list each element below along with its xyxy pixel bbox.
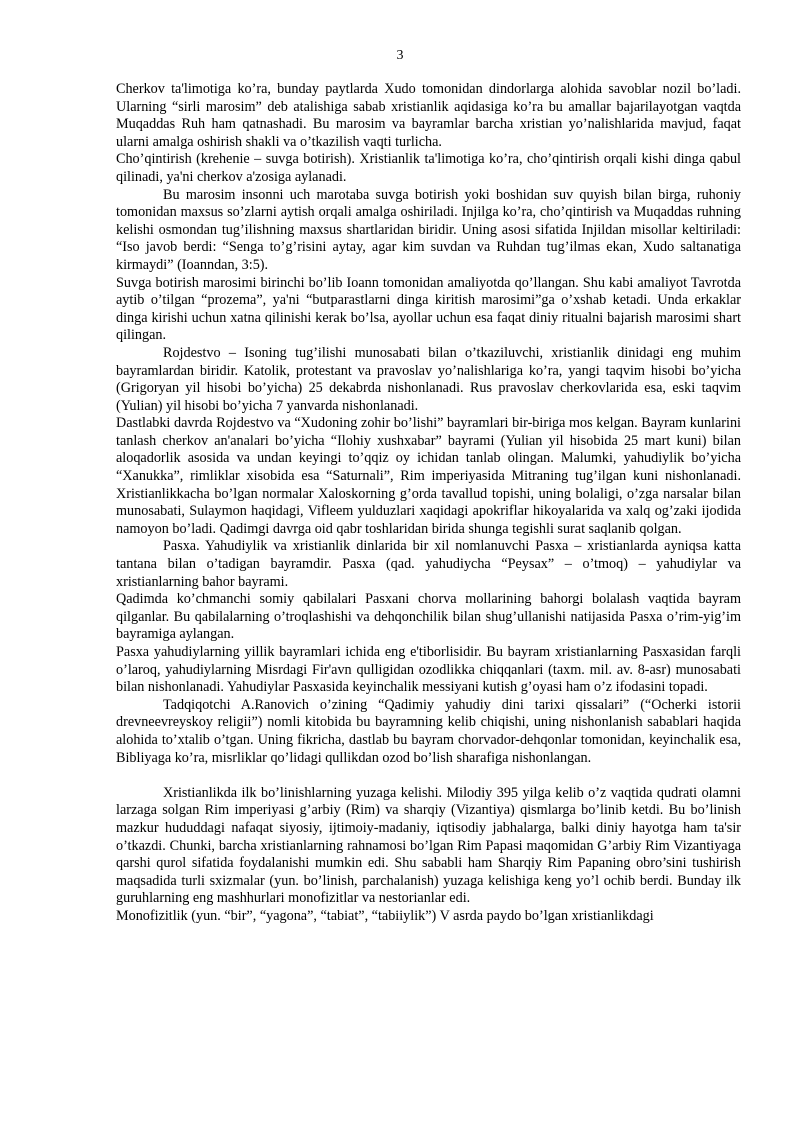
paragraph: Cho’qintirish (krehenie – suvga botirish). Xristianlik ta'limotiga ko’ra, cho’qintirish orqali kishi dinga qabul qilinadi, ya'ni cherkov a'zosiga aylanadi. bbox=[116, 151, 741, 185]
paragraph: Cherkov ta'limotiga ko’ra, bunday paytlarda Xudo tomonidan dindorlarga alohida savoblar nozil bo’ladi. Ularning “sirli marosim” deb atalishiga sabab xristianlik aqidasiga ko’ra bu amallar bajarilayotgan vaqtda Muqaddas Ruh ham qatnashadi. Bu marosim va bayramlar barcha xristian yo’nalishlarida mavjud, faqat ularni amalga oshirish shakli va o’tkazilish vaqti turlicha. bbox=[116, 81, 741, 150]
paragraph: Pasxa yahudiylarning yillik bayramlari ichida eng e'tiborlisidir. Bu bayram xristianlarning Pasxasidan farqli o’laroq, yahudiylarning Misrdagi Fir'avn qulligidan ozodlikka chiqqanlari (taxm. mil. av. 8-asr) munosabati bilan nishonlanadi. Yahudiylar Pasxasida keyinchalik messiyani kutish g’oyasi ham o’z ifodasini topadi. bbox=[116, 644, 741, 696]
paragraph: Bu marosim insonni uch marotaba suvga botirish yoki boshidan suv quyish bilan birga, ruhoniy tomonidan maxsus so’zlarni aytish orqali amalga oshiriladi. Injilga ko’ra, cho’qintirish va Muqaddas ruhning kelishi osmondan tug’ilishning maxsus shartlaridan biridir. Uning asosi sifatida Injildan misollar keltiriladi: “Iso javob berdi: “Senga to’g’risini aytay, agar kim suvdan va Ruhdan tug’ilmas ekan, Xudo saltanatiga kirmaydi” (Ioanndan, 3:5). bbox=[116, 186, 741, 273]
paragraph: Suvga botirish marosimi birinchi bo’lib Ioann tomonidan amaliyotda qo’llangan. Shu kabi amaliyot Tavrotda aytib o’tilgan “prozema”, ya'ni “butparastlarni dinga kiritish marosimi”ga o’xshab ketadi. Unda erkaklar dinga kirishi uchun xatna qilinishi kerak bo’lsa, ayollar uchun esa faqat diniy ritualni bajarish marosimi shart qilingan. bbox=[116, 274, 741, 344]
paragraph: Tadqiqotchi A.Ranovich o’zining “Qadimiy yahudiy dini tarixi qissalari” (“Ocherki istorii drevneevreyskoy religii”) nomli kitobida bu bayramning kelib chiqishi, uning nishonlanish sabablari haqida alohida to’xtalib o’tgan. Uning fikricha, dastlab bu bayram chorvador-dehqonlar tomonidan, keyinchalik esa, Bibliyaga ko’ra, misrliklar qo’lidagi qullikdan ozod bo’lish sharafiga nishonlangan. bbox=[116, 696, 741, 766]
paragraph: Qadimda ko’chmanchi somiy qabilalari Pasxani chorva mollarining bahorgi bolalash vaqtida bayram qilganlar. Bu qabilalarning o’troqlashishi va dehqonchilik bilan shug’ullanishi natijasida Pasxa o’rim-yig’im bayramiga aylangan. bbox=[116, 591, 741, 643]
body-text bbox=[116, 81, 741, 926]
paragraph: Pasxa. Yahudiylik va xristianlik dinlarida bir xil nomlanuvchi Pasxa – xristianlarda ayniqsa katta tantana bilan o’tadigan bayramdir. Pasxa (qad. yahudiycha “Peysax” – o’tmoq) – yahudiylar va xristianlarning bahor bayrami. bbox=[116, 538, 741, 590]
page-number: 3 bbox=[396, 48, 404, 63]
paragraph: Xristianlikda ilk bo’linishlarning yuzaga kelishi. Milodiy 395 yilga kelib o’z vaqtida qudrati olamni larzaga solgan Rim imperiyasi g’arbiy (Rim) va sharqiy (Vizantiya) qismlarga bo’linib ketdi. Bu bo’linish mazkur hududdagi nafaqat siyosiy, ijtimoiy-madaniy, iqtisodiy jabhalarga, balki diniy hayotga ham ta'sir o’tkazdi. Chunki, barcha xristianlarning rahnamosi bo’lgan Rim Papasi maqomidan G’arbiy Rim Vizantiyaga qarshi qurol sifatida foydalanishi mumkin edi. Shu sababli ham Sharqiy Rim Papaning obro’sini tushirish maqsadida turli sxizmalar (yun. bo’linish, parchalanish) yuzaga kelishiga keng yo’l ochib berdi. Bunday ilk guruhlarning eng mashhurlari monofizitlar va nestorianlar edi. bbox=[116, 784, 741, 907]
paragraph: Monofizitlik (yun. “bir”, “yagona”, “tabiat”, “tabiiylik”) V asrda paydo bo’lgan xristianlikdagi bbox=[116, 907, 654, 924]
paragraph: Dastlabki davrda Rojdestvo va “Xudoning zohir bo’lishi” bayramlari bir-biriga mos kelgan. Bayram kunlarini tanlash cherkov an'analari bo’yicha “Ilohiy xushxabar” bayrami (Yulian yil hisobida 25 mart kuni) bilan aloqadorlik asosida va undan keyingi to’qqiz oy ichidan tanlab olingan. Malumki, yahudiylik bo’yicha “Xanukka”, rimliklar xisobida esa “Saturnali”, Rim imperiyasida Mitraning tug’ilgan kuni nishonlanadi. Xristianlikkacha bo’lgan normalar Xaloskorning g’orda tavallud topishi, uning bolaligi, o’zga narsalar bilan munosabati, Sulaymon haqidagi, Vifleem yulduzlari xaqidagi apokriflar hikoyalarida va xalq og’zaki ijodida namoyon bo’ladi. Qadimgi davrga oid qabr toshlaridan birida shunga tegishli surat saqlanib qolgan. bbox=[116, 415, 741, 537]
paragraph: Rojdestvo – Isoning tug’ilishi munosabati bilan o’tkaziluvchi, xristianlik dinidagi eng muhim bayramlardan biridir. Katolik, protestant va pravoslav yo’nalishlariga ko’ra, yangi taqvim hisobi bo’yicha (Grigoryan yil hisobi bo’yicha) 25 dekabrda nishonlanadi. Rus pravoslav cherkovlarida esa, eski taqvim (Yulian) yil hisobi bo’yicha 7 yanvarda nishonlanadi. bbox=[116, 344, 741, 414]
